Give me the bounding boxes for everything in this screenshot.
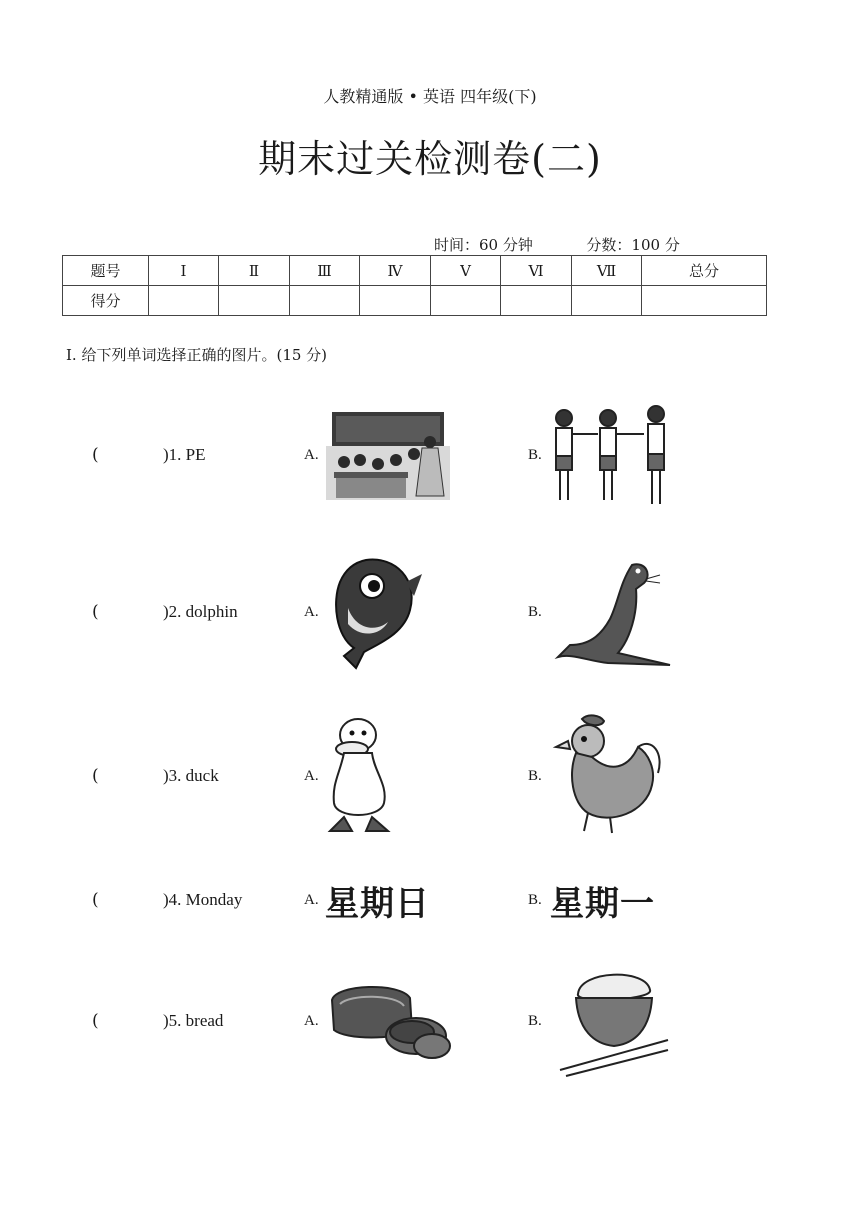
rice-bowl-picture <box>550 960 674 1080</box>
option-b-label: B. <box>528 604 542 620</box>
rooster-picture <box>548 713 666 837</box>
item-word: )3. duck <box>163 766 219 785</box>
table-cell: 题号 <box>63 256 149 286</box>
page-title: 期末过关检测卷(二) <box>258 137 602 181</box>
option-a-weekday: 星期日 <box>325 884 430 924</box>
answer-paren[interactable]: ( <box>92 766 99 786</box>
item-word: )5. bread <box>163 1011 224 1030</box>
answer-paren[interactable]: ( <box>92 890 99 910</box>
section-heading: Ⅰ. 给下列单词选择正确的图片。(15 分) <box>66 346 328 364</box>
item-word: )4. Monday <box>163 890 243 909</box>
option-b-label: B. <box>528 892 542 908</box>
sea-lion-picture <box>548 553 674 671</box>
answer-paren[interactable]: ( <box>92 602 99 622</box>
table-cell: 总分 <box>642 256 767 286</box>
option-a-label: A. <box>304 447 319 463</box>
total-score: 分数：100 分 <box>586 236 680 254</box>
classroom-picture <box>326 410 450 500</box>
table-cell: Ⅳ <box>360 256 431 286</box>
option-b-label: B. <box>528 1013 542 1029</box>
bread-picture <box>326 980 452 1062</box>
answer-paren[interactable]: ( <box>92 445 99 465</box>
score-cell[interactable] <box>572 286 642 316</box>
table-row <box>63 256 767 286</box>
table-cell: 得分 <box>63 286 149 316</box>
answer-paren[interactable]: ( <box>92 1011 99 1031</box>
option-b-weekday: 星期一 <box>550 884 655 924</box>
score-cell[interactable] <box>149 286 219 316</box>
table-cell: Ⅰ <box>149 256 219 286</box>
table-cell: Ⅲ <box>290 256 360 286</box>
table-cell: Ⅶ <box>572 256 642 286</box>
time-limit: 时间：60 分钟 <box>434 236 533 254</box>
table-cell: Ⅱ <box>219 256 290 286</box>
table-cell: Ⅵ <box>501 256 572 286</box>
dolphin-picture <box>326 552 424 674</box>
subtitle: 人教精通版 • 英语 四年级(下) <box>323 87 537 106</box>
children-exercise-picture <box>548 400 678 512</box>
score-cell[interactable] <box>431 286 501 316</box>
item-word: )2. dolphin <box>163 602 238 621</box>
item-word: )1. PE <box>163 445 206 464</box>
score-cell[interactable] <box>219 286 290 316</box>
option-b-label: B. <box>528 768 542 784</box>
option-a-label: A. <box>304 604 319 620</box>
duck-picture <box>322 713 394 837</box>
option-b-label: B. <box>528 447 542 463</box>
table-row <box>63 286 767 316</box>
score-cell[interactable] <box>290 286 360 316</box>
score-cell[interactable] <box>642 286 767 316</box>
score-cell[interactable] <box>501 286 572 316</box>
option-a-label: A. <box>304 892 319 908</box>
option-a-label: A. <box>304 1013 319 1029</box>
score-table <box>62 255 767 316</box>
score-cell[interactable] <box>360 286 431 316</box>
table-cell: Ⅴ <box>431 256 501 286</box>
option-a-label: A. <box>304 768 319 784</box>
exam-meta <box>434 234 680 255</box>
